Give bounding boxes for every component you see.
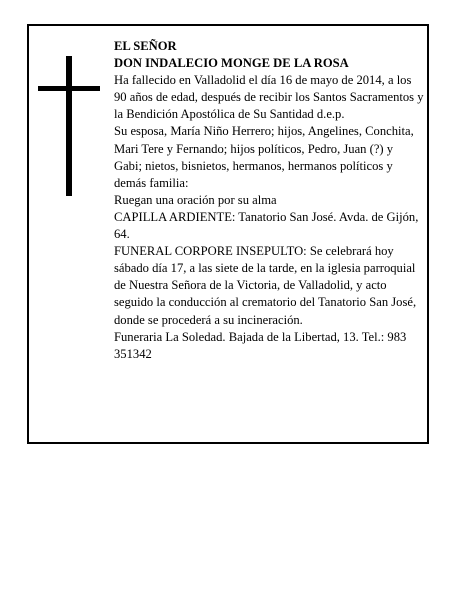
prayer-request: Ruegan una oración por su alma — [114, 192, 277, 207]
funeral-service-info: FUNERAL CORPORE INSEPULTO: Se celebrará hoy sábado día 17, a las siete de la tarde, en la iglesia parroquial de Nuestra Señora de la Victoria, de Valladolid, y acto seguido la conducción al crematorio del Tanatorio San José, donde se procederá a su incineración. — [114, 244, 417, 327]
deceased-name: DON INDALECIO MONGE DE LA ROSA — [114, 56, 349, 71]
obituary-text — [114, 38, 424, 363]
family-list: Su esposa, María Niño Herrero; hijos, Angelines, Conchita, Mari Tere y Fernando; hijos políticos, Pedro, Juan (?) y Gabi; nietos, bisnietos, hermanos, hermanos políticos y demás familia: — [114, 124, 414, 190]
funeral-chapel-info: CAPILLA ARDIENTE: Tanatorio San José. Avda. de Gijón, 64. — [114, 209, 419, 242]
cross-icon — [38, 56, 100, 196]
death-announcement: Ha fallecido en Valladolid el día 16 de mayo de 2014, a los 90 años de edad, después de recibir los Santos Sacramentos y la Bendición Apostólica de Su Santidad d.e.p. — [114, 73, 424, 122]
cross-vertical-bar — [66, 56, 72, 196]
heading-title: EL SEÑOR — [114, 39, 177, 53]
cross-horizontal-bar — [38, 86, 100, 91]
funeral-home-contact: Funeraria La Soledad. Bajada de la Libertad, 13. Tel.: 983 351342 — [114, 329, 407, 361]
